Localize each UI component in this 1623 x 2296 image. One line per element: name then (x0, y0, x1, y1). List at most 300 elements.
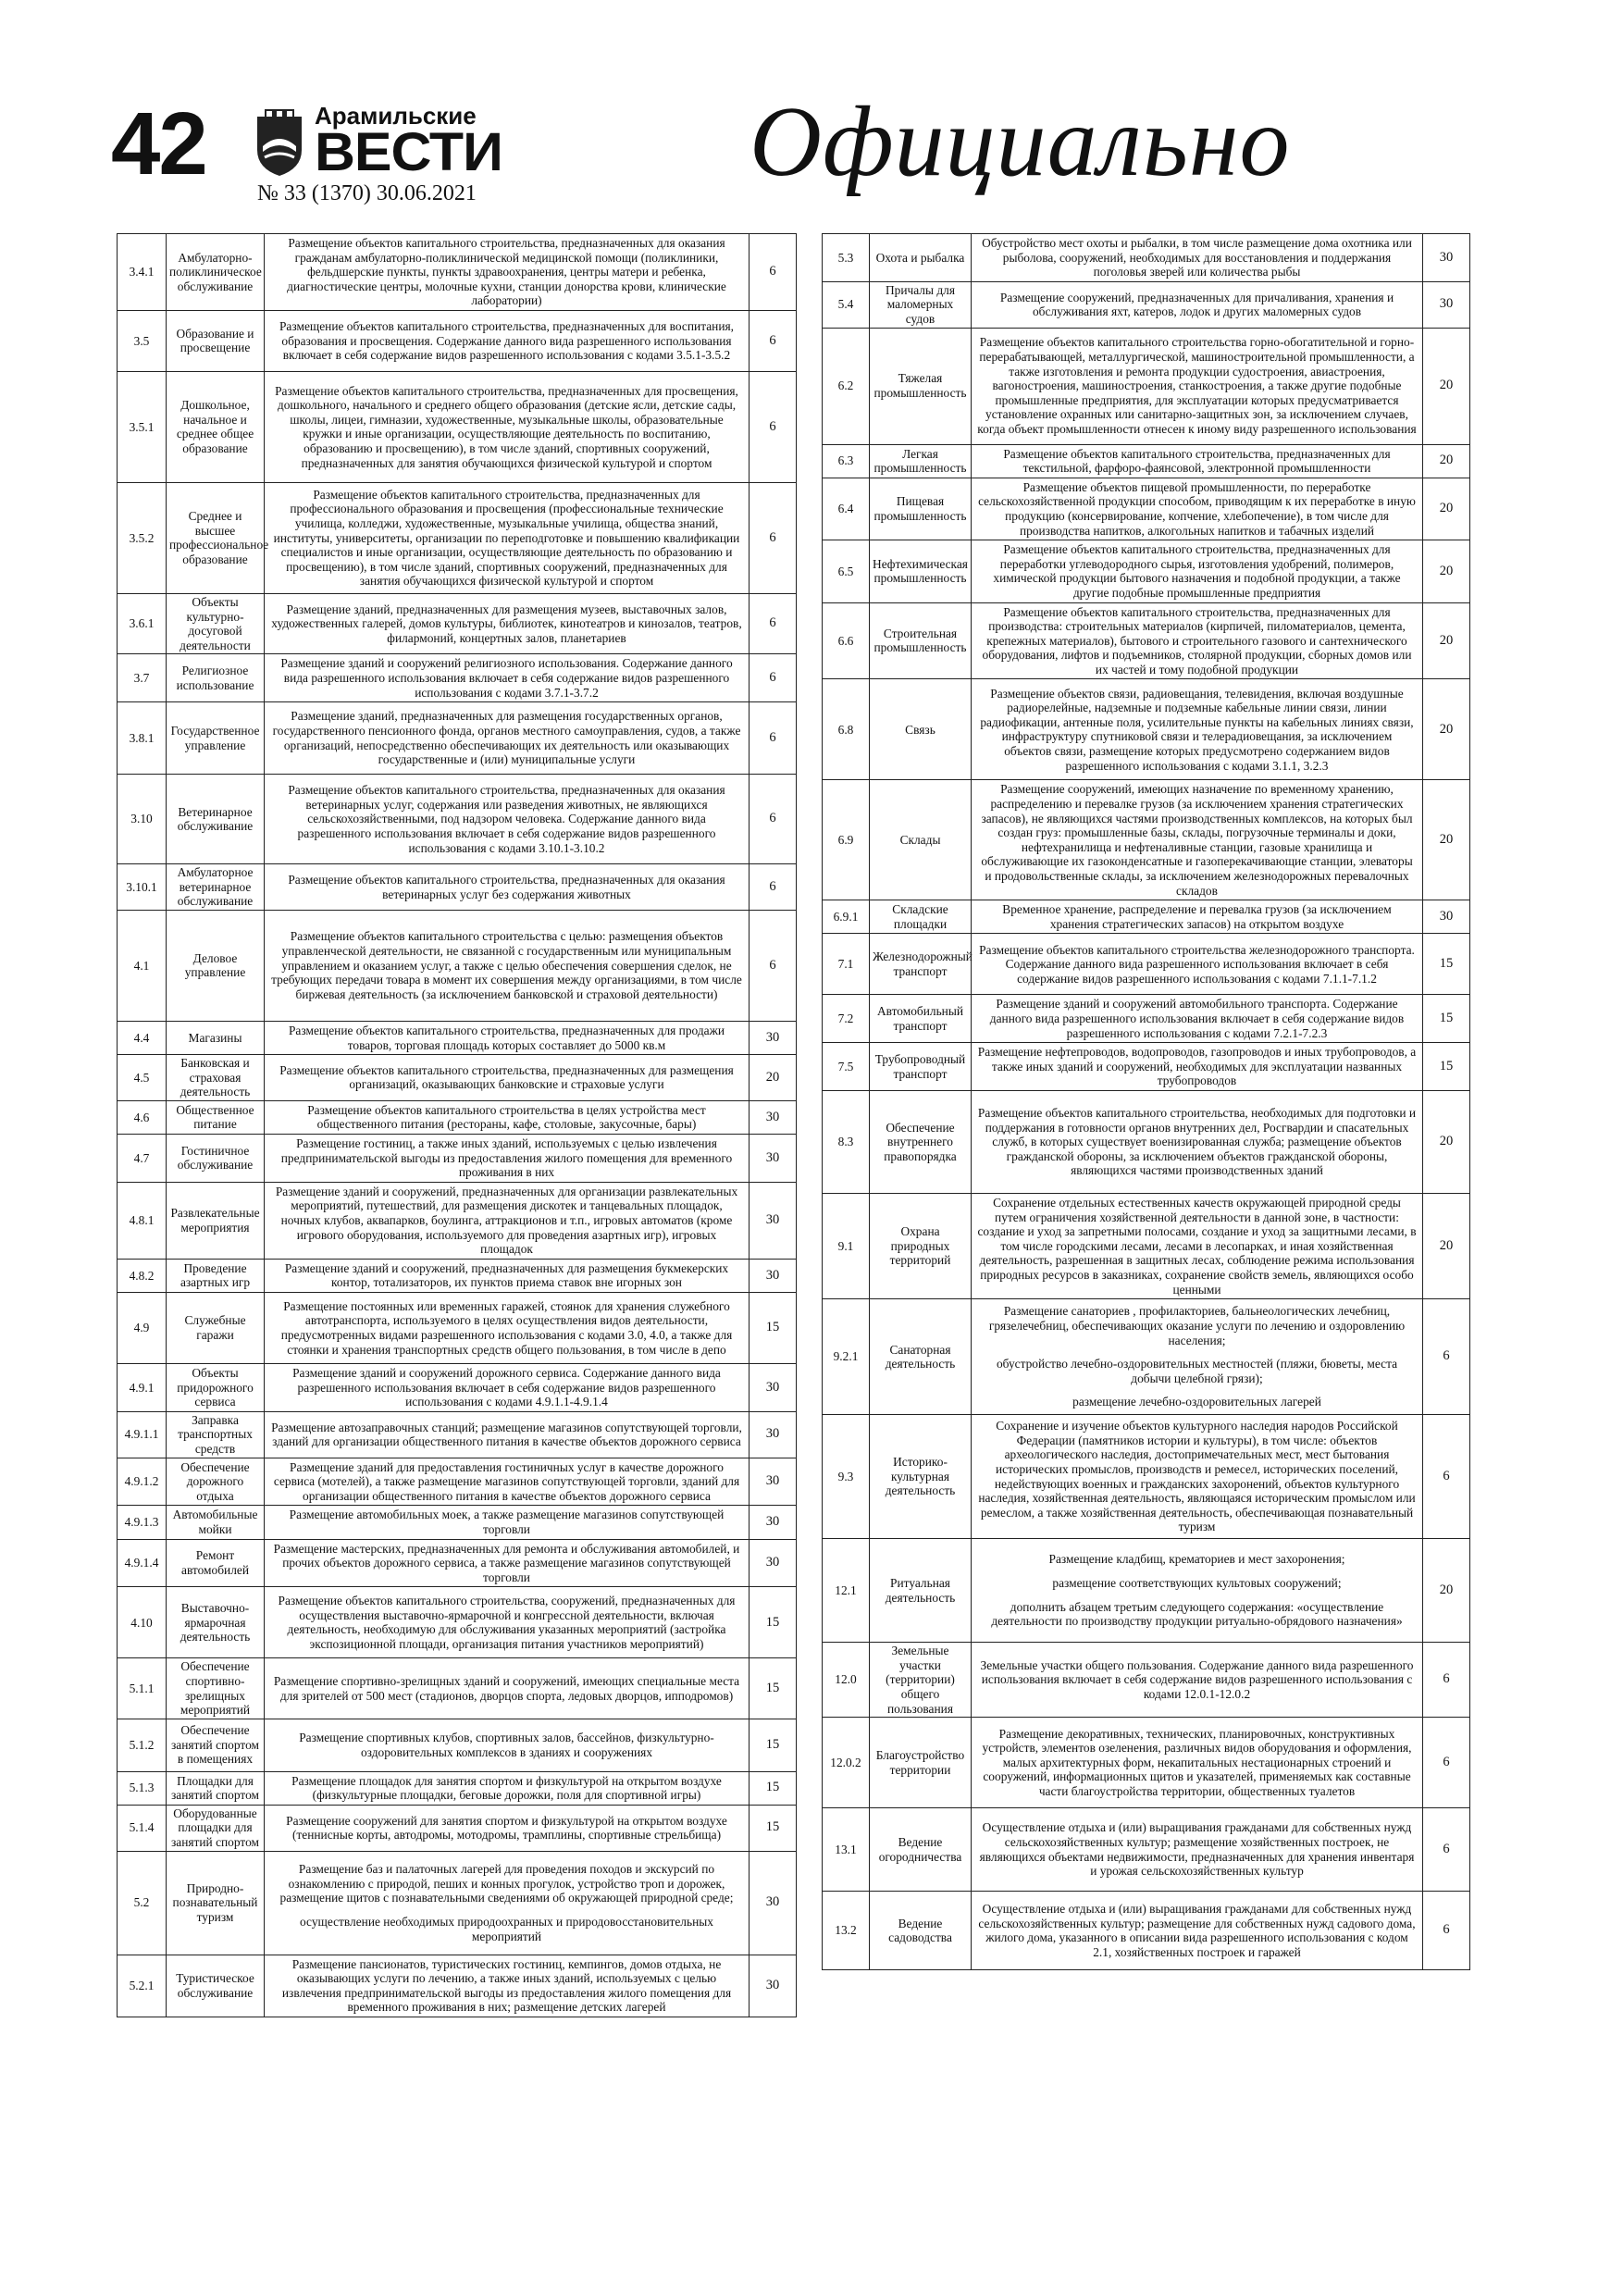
page-number: 42 (111, 94, 206, 193)
description-paragraph: Размещение объектов капитального строительства с целью: размещения объектов управленческой деятельности, не связанной с государственным или муниципальным управлением и оказанием услуг, а также с целью обеспечения совершения сделок, не требующих передачи товара в момент их совершения между организациями, в том числе биржевая деятельность (за исключением банковской и страховой деятельности) (271, 929, 742, 1001)
row-value: 15 (1423, 1043, 1470, 1091)
description-paragraph: Размещение площадок для занятия спортом и физкультурой на открытом воздухе (физкультурные площадки, беговые дорожки, поля для спортивной игры) (291, 1773, 722, 1803)
row-description (265, 775, 750, 864)
description-paragraph: Размещение зданий и сооружений автомобильного транспорта. Содержание данного вида разрешенного использования включает в себя содержание видов разрешенного использования с кодами 7.2.1-7.2.3 (989, 997, 1405, 1040)
description-paragraph: Размещение объектов капитального строительства, предназначенных для оказания ветеринарных услуг без содержания животных (288, 872, 725, 901)
description-paragraph: Размещение объектов капитального строительства, предназначенных для оказания гражданам амбулаторно-поликлинической медицинской помощи (поликлиники, фельдшерские пункты, пункты здравоохранения, центры матери и ребенка, диагностические центры, молочные кухни, станции донорства крови, клинические лаборатории) (287, 236, 726, 308)
table-row (823, 1193, 1470, 1298)
row-code: 9.1 (823, 1193, 870, 1298)
row-code: 5.1.3 (118, 1771, 167, 1805)
description-paragraph: Размещение зданий, предназначенных для размещения музеев, выставочных залов, художественных галерей, домов культуры, библиотек, кинотеатров и кинозалов, театров, филармоний, концертных залов, планетариев (271, 602, 742, 645)
row-description (972, 1539, 1423, 1643)
row-name: Легкая промышленность (870, 444, 972, 478)
row-description (265, 371, 750, 482)
row-value: 15 (750, 1771, 797, 1805)
row-code: 6.9 (823, 780, 870, 900)
row-description (265, 1805, 750, 1851)
row-name: Ведение садоводства (870, 1892, 972, 1970)
row-description (972, 602, 1423, 679)
row-name: Туристическое обслуживание (167, 1955, 265, 2017)
row-value: 15 (750, 1805, 797, 1851)
row-description (265, 1135, 750, 1183)
row-name: Государственное управление (167, 702, 265, 775)
table-row (823, 281, 1470, 328)
row-name: Служебные гаражи (167, 1293, 265, 1364)
table-row (118, 1364, 797, 1412)
description-paragraph: Размещение объектов капитального строительства, предназначенных для текстильной, фарфоро-фаянсовой, электронной промышленности (1003, 446, 1391, 476)
row-value: 20 (1423, 1090, 1470, 1193)
row-description (265, 1851, 750, 1955)
row-description (972, 444, 1423, 478)
row-code: 3.5.2 (118, 482, 167, 593)
description-paragraph: дополнить абзацем третьим следующего содержания: «осуществление деятельности по производству продукции ритуально-обрядового назначения» (991, 1599, 1403, 1629)
description-paragraph: Размещение сооружений для занятия спортом и физкультурой на открытом воздухе (теннисные корты, автодромы, мотодромы, трамплины, спортивные стрельбища) (286, 1813, 727, 1843)
table-row (118, 1055, 797, 1101)
description-paragraph: Размещение сооружений, предназначенных для причаливания, хранения и обслуживания яхт, катеров, лодок и других маломерных судов (999, 290, 1394, 319)
description-paragraph: Размещение нефтепроводов, водопроводов, газопроводов и иных трубопроводов, а также иных зданий и сооружений, необходимых для эксплуатации названных трубопроводов (977, 1045, 1417, 1088)
table-row (118, 593, 797, 653)
row-description (265, 1587, 750, 1658)
description-paragraph: Размещение объектов капитального строительства, предназначенных для просвещения, дошкольного, начального и среднего общего образования (детские ясли, детские сады, школы, лицеи, гимназии, художественные, музыкальные школы, образовательные кружки и иные организации, осуществляющие деятельность по воспитанию, образованию и просвещению), в том числе зданий, спортивных сооружений, предназначенных для занятия обучающихся физической культурой и спортом (275, 383, 738, 470)
row-value: 6 (750, 593, 797, 653)
table-row (118, 1771, 797, 1805)
row-code: 3.6.1 (118, 593, 167, 653)
newspaper-name-small: Арамильские (315, 102, 477, 130)
description-paragraph: Размещение объектов пищевой промышленности, по переработке сельскохозяйственной продукции способом, приводящим к их переработке в иную продукцию (консервирование, копчение, хлебопечение), в том числе для производства напитков, алкогольных напитков и табачных изделий (978, 479, 1416, 538)
row-name: Площадки для занятий спортом (167, 1771, 265, 1805)
description-paragraph: Размещение объектов капитального строительства, необходимых для подготовки и поддержания в готовности органов внутренних дел, Росгвардии и спасательных служб, в которых существует военизированная служба; размещение объектов гражданской обороны, за исключением объектов гражданской обороны, являющихся частями производственных зданий (977, 1105, 1417, 1178)
row-code: 4.10 (118, 1587, 167, 1658)
description-paragraph: Размещение зданий и сооружений, предназначенных для организации развлекательных мероприятий, путешествий, для размещения дискотек и танцевальных площадок, ночных клубов, аквапарков, боулинга, аттракционов и т.п., игровых автоматов (кроме игрового оборудования, используемого для проведения азартных игр), игровых площадок (275, 1184, 738, 1257)
row-value: 30 (750, 1955, 797, 2017)
table-row (823, 1415, 1470, 1539)
table-row (823, 478, 1470, 540)
row-code: 5.1.2 (118, 1719, 167, 1771)
row-code: 9.3 (823, 1415, 870, 1539)
row-code: 3.8.1 (118, 702, 167, 775)
row-code: 7.2 (823, 995, 870, 1043)
row-code: 4.9.1.1 (118, 1411, 167, 1458)
row-name: Заправка транспортных средств (167, 1411, 265, 1458)
row-value: 15 (750, 1293, 797, 1364)
description-paragraph: Сохранение и изучение объектов культурного наследия народов Российской Федерации (памятников истории и культуры), в том числе: объектов археологического наследия, достопримечательных мест, мест бытования исторических промыслов, производств и ремесел, исторических поселений, недействующих военных и гражданских захоронений, объектов культурного наследия, хозяйственная деятельность, являющаяся историческим промыслом или ремеслом, а также хозяйственная деятельность, обеспечивающая познавательный туризм (978, 1419, 1416, 1534)
row-value: 30 (750, 1539, 797, 1587)
row-description (972, 1043, 1423, 1091)
row-value: 30 (1423, 281, 1470, 328)
row-value: 30 (1423, 900, 1470, 934)
description-paragraph: Размещение постоянных или временных гаражей, стоянок для хранения служебного автотранспорта, используемого в целях осуществления видов деятельности, предусмотренных видами разрешенного использования с кодами 3.0, 4.0, а также для стоянки и хранения транспортных средств общего пользования, в том числе в депо (280, 1298, 733, 1357)
row-description (265, 1021, 750, 1054)
row-value: 6 (1423, 1808, 1470, 1892)
row-name: Объекты культурно-досуговой деятельности (167, 593, 265, 653)
row-name: Обеспечение внутреннего правопорядка (870, 1090, 972, 1193)
description-paragraph: Размещение декоративных, технических, планировочных, конструктивных устройств, элементов озеленения, различных видов оборудования и оформления, малых архитектурных форм, некапитальных нестационарных строений и сооружений, информационных щитов и указателей, применяемых как составные части благоустройства территории, общественных туалетов (982, 1726, 1412, 1798)
row-code: 5.1.1 (118, 1658, 167, 1719)
row-code: 5.2 (118, 1851, 167, 1955)
row-value: 20 (1423, 328, 1470, 444)
left-column (117, 233, 796, 2017)
row-value: 30 (750, 1364, 797, 1412)
description-paragraph: Размещение объектов капитального строительства, предназначенных для воспитания, образования и просвещения. Содержание данного вида разрешенного использования включает в себя содержание видов разрешенного использования с кодами 3.5.1-3.5.2 (279, 319, 734, 363)
table-row (823, 1539, 1470, 1643)
row-code: 9.2.1 (823, 1299, 870, 1415)
row-value: 30 (750, 1851, 797, 1955)
row-code: 3.4.1 (118, 234, 167, 311)
row-description (265, 1458, 750, 1506)
row-code: 12.1 (823, 1539, 870, 1643)
row-code: 7.1 (823, 934, 870, 995)
row-code: 6.5 (823, 540, 870, 602)
table-row (823, 995, 1470, 1043)
row-name: Железнодорожный транспорт (870, 934, 972, 995)
row-description (972, 1808, 1423, 1892)
row-value: 20 (1423, 602, 1470, 679)
row-description (972, 540, 1423, 602)
description-paragraph: Размещение объектов капитального строительства, предназначенных для размещения организаций, оказывающих банковские и страховые услуги (279, 1062, 734, 1092)
table-row (118, 702, 797, 775)
row-code: 4.5 (118, 1055, 167, 1101)
row-code: 4.6 (118, 1100, 167, 1134)
description-paragraph: обустройство лечебно-оздоровительных местностей (пляжи, бюветы, места добычи целебной грязи); (996, 1357, 1398, 1385)
description-paragraph: Размещение объектов капитального строительства в целях устройства мест общественного питания (рестораны, кафе, столовые, закусочные, бары) (307, 1102, 706, 1132)
row-value: 30 (750, 1506, 797, 1539)
row-description (972, 234, 1423, 282)
description-paragraph: Размещение объектов капитального строительства, предназначенных для продажи товаров, торговая площадь которых составляет до 5000 кв.м (288, 1023, 725, 1052)
description-paragraph: Размещение объектов связи, радиовещания, телевидения, включая воздушные радиорелейные, надземные и подземные кабельные линии связи, линии радиофикации, антенные поля, усилительные пункты на кабельных линиях связи, инфраструктуру спутниковой связи и телерадиовещания, за исключением объектов связи, размещение которых предусмотрено содержанием видов разрешенного использования с кодами 3.1.1, 3.2.3 (980, 686, 1414, 773)
description-paragraph: Осуществление отдыха и (или) выращивания гражданами для собственных нужд сельскохозяйственных культур; размещение для собственных нужд садового дома, жилого дома, указанного в описании вида разрешенного использования с кодом 2.1, хозяйственных построек и гаражей (978, 1901, 1416, 1959)
table-row (118, 775, 797, 864)
description-paragraph: Размещение объектов капитального строительства горно-обогатительной и горно-перерабатывающей, металлургической, машиностроительной промышленности, а также изготовления и ремонта продукции судостроения, авиастроения, вагоностроения, машиностроения, станкостроения, а также другие подобные промышленные предприятия, для эксплуатации которых предусматривается установление охранных или санитарно-защитных зон, за исключением случаев, когда объект промышленности отнесен к иному виду разрешенного использования (977, 335, 1417, 437)
row-value: 6 (1423, 1415, 1470, 1539)
description-paragraph: Размещение спортивных клубов, спортивных залов, бассейнов, физкультурно-оздоровительных комплексов в зданиях и сооружениях (299, 1731, 714, 1759)
description-paragraph: Сохранение отдельных естественных качеств окружающей природной среды путем ограничения хозяйственной деятельности в данной зоне, в частности: создание и уход за запретными полосами, создание и уход за защитными лесами, в том числе городскими лесами, лесами в лесопарках, и иная хозяйственная деятельность, разрешенная в защитных лесах, соблюдение режима использования природных ресурсов в заказниках, сохранение свойств земель, являющихся особо ценными (977, 1195, 1417, 1297)
row-description (972, 780, 1423, 900)
table-row (118, 1021, 797, 1054)
row-name: Амбулаторно-поликлиническое обслуживание (167, 234, 265, 311)
description-paragraph: Размещение объектов капитального строительства железнодорожного транспорта. Содержание данного вида разрешенного использования включает в себя содержание видов разрешенного использования с кодами 7.1.1-7.1.2 (979, 942, 1415, 986)
row-code: 13.1 (823, 1808, 870, 1892)
land-use-table-right (822, 233, 1470, 1970)
row-description (972, 1090, 1423, 1193)
row-code: 4.7 (118, 1135, 167, 1183)
row-value: 30 (750, 1458, 797, 1506)
description-paragraph: Размещение автозаправочных станций; размещение магазинов сопутствующей торговли, зданий для организации общественного питания в качестве объектов дорожного сервиса (271, 1420, 742, 1449)
table-row (823, 1043, 1470, 1091)
row-code: 3.7 (118, 654, 167, 702)
row-description (972, 328, 1423, 444)
row-name: Выставочно-ярмарочная деятельность (167, 1587, 265, 1658)
row-description (265, 910, 750, 1021)
row-value: 30 (750, 1182, 797, 1259)
description-paragraph: Временное хранение, распределение и перевалка грузов (за исключением хранения стратегических запасов) на открытом воздухе (1002, 902, 1392, 931)
row-description (972, 1415, 1423, 1539)
row-description (265, 1506, 750, 1539)
row-name: Автомобильные мойки (167, 1506, 265, 1539)
description-paragraph: Осуществление отдыха и (или) выращивания гражданами для собственных нужд сельскохозяйственных культур; размещение хозяйственных построек, не являющихся объектами недвижимости, предназначенных для хранения инвентаря и урожая сельскохозяйственных культур (979, 1820, 1415, 1879)
table-row (823, 444, 1470, 478)
row-description (972, 679, 1423, 780)
row-description (972, 995, 1423, 1043)
row-value: 20 (750, 1055, 797, 1101)
table-row (823, 1808, 1470, 1892)
section-title: Официально (750, 87, 1291, 197)
row-description (265, 1771, 750, 1805)
row-name: Связь (870, 679, 972, 780)
row-value: 6 (750, 234, 797, 311)
table-row (118, 1539, 797, 1587)
row-code: 4.1 (118, 910, 167, 1021)
description-paragraph: размещение лечебно-оздоровительных лагерей (1072, 1395, 1321, 1409)
row-name: Магазины (167, 1021, 265, 1054)
description-paragraph: Размещение автомобильных моек, а также размещение магазинов сопутствующей торговли (289, 1508, 725, 1536)
row-description (265, 482, 750, 593)
row-value: 30 (750, 1411, 797, 1458)
row-value: 20 (1423, 780, 1470, 900)
row-description (265, 310, 750, 371)
row-value: 15 (750, 1587, 797, 1658)
row-code: 5.1.4 (118, 1805, 167, 1851)
description-paragraph: Размещение объектов капитального строительства, предназначенных для оказания ветеринарных услуг, содержания или разведения животных, не являющихся сельскохозяйственными, под надзором человека. Содержание данного вида разрешенного использования включает в себя содержание видов разрешенного использования с кодами 3.10.1-3.10.2 (288, 783, 725, 855)
row-code: 4.9.1.3 (118, 1506, 167, 1539)
row-value: 30 (750, 1135, 797, 1183)
row-code: 5.3 (823, 234, 870, 282)
row-value: 6 (750, 910, 797, 1021)
row-name: Религиозное использование (167, 654, 265, 702)
row-description (265, 1259, 750, 1292)
description-paragraph: осуществление необходимых природоохранных и природовосстановительных мероприятий (300, 1914, 713, 1943)
description-paragraph: Размещение зданий для предоставления гостиничных услуг в качестве дорожного сервиса (мотелей), а также размещение магазинов сопутствующей торговли, зданий для организации общественного питания в качестве объектов дорожного сервиса (273, 1459, 740, 1503)
table-row (118, 310, 797, 371)
row-description (972, 900, 1423, 934)
row-description (265, 1364, 750, 1412)
table-row (118, 1458, 797, 1506)
row-name: Пищевая промышленность (870, 478, 972, 540)
row-value: 20 (1423, 478, 1470, 540)
row-value: 6 (750, 371, 797, 482)
row-value: 20 (1423, 1193, 1470, 1298)
row-code: 4.4 (118, 1021, 167, 1054)
row-code: 8.3 (823, 1090, 870, 1193)
description-paragraph: Размещение гостиниц, а также иных зданий, используемых с целью извлечения предпринимательской выгоды из предоставления жилого помещения для временного проживания в них (280, 1136, 733, 1180)
row-description (972, 281, 1423, 328)
row-code: 13.2 (823, 1892, 870, 1970)
row-value: 6 (1423, 1718, 1470, 1808)
table-row (118, 1293, 797, 1364)
table-row (118, 1719, 797, 1771)
row-value: 20 (1423, 679, 1470, 780)
row-name: Гостиничное обслуживание (167, 1135, 265, 1183)
row-code: 5.4 (823, 281, 870, 328)
row-name: Строительная промышленность (870, 602, 972, 679)
row-name: Дошкольное, начальное и среднее общее образование (167, 371, 265, 482)
row-name: Ветеринарное обслуживание (167, 775, 265, 864)
row-description (265, 1719, 750, 1771)
row-code: 12.0.2 (823, 1718, 870, 1808)
table-row (118, 1587, 797, 1658)
row-name: Объекты придорожного сервиса (167, 1364, 265, 1412)
row-name: Складские площадки (870, 900, 972, 934)
table-row (823, 1718, 1470, 1808)
description-paragraph: Размещение зданий, предназначенных для размещения государственных органов, государственного пенсионного фонда, органов местного самоуправления, судов, а также организаций, непосредственно обеспечивающих их деятельность или оказывающих государственные и (или) муниципальные услуги (272, 709, 741, 767)
row-code: 3.5 (118, 310, 167, 371)
description-paragraph: Размещение зданий и сооружений, предназначенных для размещения букмекерских контор, тотализаторов, их пунктов приема ставок вне игорных зон (284, 1260, 729, 1290)
row-name: Банковская и страховая деятельность (167, 1055, 265, 1101)
row-name: Причалы для маломерных судов (870, 281, 972, 328)
row-name: Ведение огородничества (870, 1808, 972, 1892)
row-name: Автомобильный транспорт (870, 995, 972, 1043)
table-row (823, 328, 1470, 444)
row-name: Обеспечение дорожного отдыха (167, 1458, 265, 1506)
row-description (265, 1658, 750, 1719)
table-row (118, 1100, 797, 1134)
row-code: 7.5 (823, 1043, 870, 1091)
table-row (118, 1135, 797, 1183)
table-row (118, 234, 797, 311)
row-name: Оборудованные площадки для занятий спортом (167, 1805, 265, 1851)
row-code: 5.2.1 (118, 1955, 167, 2017)
description-paragraph: Размещение мастерских, предназначенных для ремонта и обслуживания автомобилей, и прочих объектов дорожного сервиса, а также размещение магазинов сопутствующей торговли (273, 1541, 740, 1584)
table-row (118, 1506, 797, 1539)
table-row (118, 482, 797, 593)
row-description (265, 654, 750, 702)
description-paragraph: Земельные участки общего пользования. Содержание данного вида разрешенного использования включает в себя содержание видов разрешенного использования с кодами 12.0.1-12.0.2 (980, 1657, 1414, 1701)
description-paragraph: Размещение объектов капитального строительства, предназначенных для производства: строительных материалов (кирпичей, пиломатериалов, цемента, крепежных материалов), бытового и строительного газового и сантехнического оборудования, лифтов и подъемников, столярной продукции, сборных домов или их частей и тому подобной продукции (982, 604, 1412, 676)
row-description (972, 1299, 1423, 1415)
row-value: 15 (750, 1719, 797, 1771)
description-paragraph: Размещение кладбищ, крематориев и мест захоронения; (1048, 1552, 1345, 1567)
table-row (823, 1892, 1470, 1970)
row-name: Склады (870, 780, 972, 900)
table-row (118, 1411, 797, 1458)
row-name: Тяжелая промышленность (870, 328, 972, 444)
row-description (265, 1100, 750, 1134)
row-value: 6 (750, 310, 797, 371)
description-paragraph: Размещение санаториев , профилакториев, бальнеологических лечебниц, грязелечебниц, обеспечивающих оказание услуги по лечению и оздоровлению населения; (988, 1304, 1406, 1347)
row-value: 15 (1423, 995, 1470, 1043)
row-name: Обеспечение спортивно-зрелищных мероприятий (167, 1658, 265, 1719)
row-description (972, 934, 1423, 995)
row-name: Развлекательные мероприятия (167, 1182, 265, 1259)
row-description (265, 1293, 750, 1364)
row-description (265, 1955, 750, 2017)
row-value: 6 (750, 775, 797, 864)
row-value: 20 (1423, 444, 1470, 478)
table-row (823, 679, 1470, 780)
table-row (118, 1805, 797, 1851)
row-value: 15 (1423, 934, 1470, 995)
row-description (265, 1411, 750, 1458)
table-row (823, 1643, 1470, 1718)
table-row (823, 1090, 1470, 1193)
row-value: 20 (1423, 540, 1470, 602)
row-description (972, 1193, 1423, 1298)
table-row (823, 780, 1470, 900)
row-code: 12.0 (823, 1643, 870, 1718)
row-name: Образование и просвещение (167, 310, 265, 371)
row-description (972, 1718, 1423, 1808)
row-code: 4.9.1 (118, 1364, 167, 1412)
right-column (822, 233, 1469, 1970)
row-name: Ремонт автомобилей (167, 1539, 265, 1587)
row-value: 15 (750, 1658, 797, 1719)
row-description (265, 593, 750, 653)
table-row (118, 1658, 797, 1719)
row-code: 4.8.1 (118, 1182, 167, 1259)
row-value: 6 (750, 702, 797, 775)
row-code: 4.9.1.4 (118, 1539, 167, 1587)
row-value: 30 (750, 1021, 797, 1054)
description-paragraph: Размещение зданий и сооружений дорожного сервиса. Содержание данного вида разрешенного использования включает в себя содержание видов разрешенного использования с кодами 4.9.1.1-4.9.1.4 (292, 1366, 721, 1409)
row-name: Охрана природных территорий (870, 1193, 972, 1298)
row-value: 30 (750, 1100, 797, 1134)
row-code: 6.4 (823, 478, 870, 540)
table-row (118, 654, 797, 702)
row-value: 6 (750, 654, 797, 702)
table-row (118, 910, 797, 1021)
row-code: 4.9.1.2 (118, 1458, 167, 1506)
row-description (265, 1182, 750, 1259)
table-row (118, 1955, 797, 2017)
description-paragraph: Размещение баз и палаточных лагерей для проведения походов и экскурсий по ознакомлению с природой, пеших и конных прогулок, устройство троп и дорожек, размещение щитов с познавательными сведениями об окружающей природной среде; (279, 1862, 734, 1905)
table-row (118, 1182, 797, 1259)
row-name: Благоустройство территории (870, 1718, 972, 1808)
row-value: 30 (1423, 234, 1470, 282)
row-value: 6 (1423, 1643, 1470, 1718)
table-row (118, 864, 797, 911)
row-name: Деловое управление (167, 910, 265, 1021)
row-code: 6.3 (823, 444, 870, 478)
newspaper-logo (252, 102, 502, 185)
row-value: 20 (1423, 1539, 1470, 1643)
row-description (972, 1892, 1423, 1970)
description-paragraph: Размещение спортивно-зрелищных зданий и сооружений, имеющих специальные места для зрителей от 500 мест (стадионов, дворцов спорта, ледовых дворцов, ипподромов) (273, 1673, 740, 1703)
row-value: 30 (750, 1259, 797, 1292)
row-code: 6.6 (823, 602, 870, 679)
table-row (823, 900, 1470, 934)
issue-info: № 33 (1370) 30.06.2021 (257, 181, 477, 205)
row-name: Трубопроводный транспорт (870, 1043, 972, 1091)
row-code: 3.10 (118, 775, 167, 864)
table-row (823, 540, 1470, 602)
page-header (0, 0, 1623, 222)
row-description (265, 1539, 750, 1587)
row-name: Обеспечение занятий спортом в помещениях (167, 1719, 265, 1771)
row-name: Историко-культурная деятельность (870, 1415, 972, 1539)
city-emblem-icon (252, 109, 307, 178)
newspaper-name-big: ВЕСТИ (315, 122, 502, 182)
row-name: Среднее и высшее профессиональное образование (167, 482, 265, 593)
row-code: 6.2 (823, 328, 870, 444)
table-row (823, 1299, 1470, 1415)
description-paragraph: Размещение зданий и сооружений религиозного использования. Содержание данного вида разрешенного использования включает в себя содержание видов разрешенного использования с кодами 3.7.1-3.7.2 (280, 656, 733, 700)
row-description (972, 478, 1423, 540)
description-paragraph: Размещение объектов капитального строительства, сооружений, предназначенных для осуществления выставочно-ярмарочной и конгрессной деятельности, включая деятельность, необходимую для обслуживания указанных мероприятий (застройка экспозиционной площади, организация питания участников мероприятий) (278, 1594, 736, 1651)
description-paragraph: Размещение объектов капитального строительства, предназначенных для профессионального образования и просвещения (профессиональные технические училища, колледжи, художественные, музыкальные училища, общества знаний, институты, университеты, организации по переподготовке и повышению квалификации специалистов и иные организации, осуществляющие деятельность по образованию и просвещению), в том числе зданий, спортивных сооружений, предназначенных для занятия обучающихся физической культурой и спортом (273, 487, 740, 589)
row-code: 4.9 (118, 1293, 167, 1364)
description-paragraph: размещение соответствующих культовых сооружений; (1052, 1576, 1342, 1591)
row-name: Нефтехимическая промышленность (870, 540, 972, 602)
table-row (118, 371, 797, 482)
row-code: 6.9.1 (823, 900, 870, 934)
table-row (118, 1851, 797, 1955)
row-code: 3.10.1 (118, 864, 167, 911)
row-name: Проведение азартных игр (167, 1259, 265, 1292)
table-row (823, 234, 1470, 282)
description-paragraph: Размещение сооружений, имеющих назначение по временному хранению, распределению и перевалке грузов (за исключением хранения стратегических запасов), не являющихся частями производственных комплексов, на которых был создан груз: промышленные базы, склады, погрузочные терминалы и доки, нефтехранилища и нефтеналивные станции, газовые хранилища и обслуживающие их газоконденсатные и газоперекачивающие станции, элеваторы и продовольственные склады, за исключением железнодорожных перевалочных складов (981, 782, 1413, 898)
row-value: 6 (1423, 1299, 1470, 1415)
row-description (265, 1055, 750, 1101)
row-description (265, 234, 750, 311)
